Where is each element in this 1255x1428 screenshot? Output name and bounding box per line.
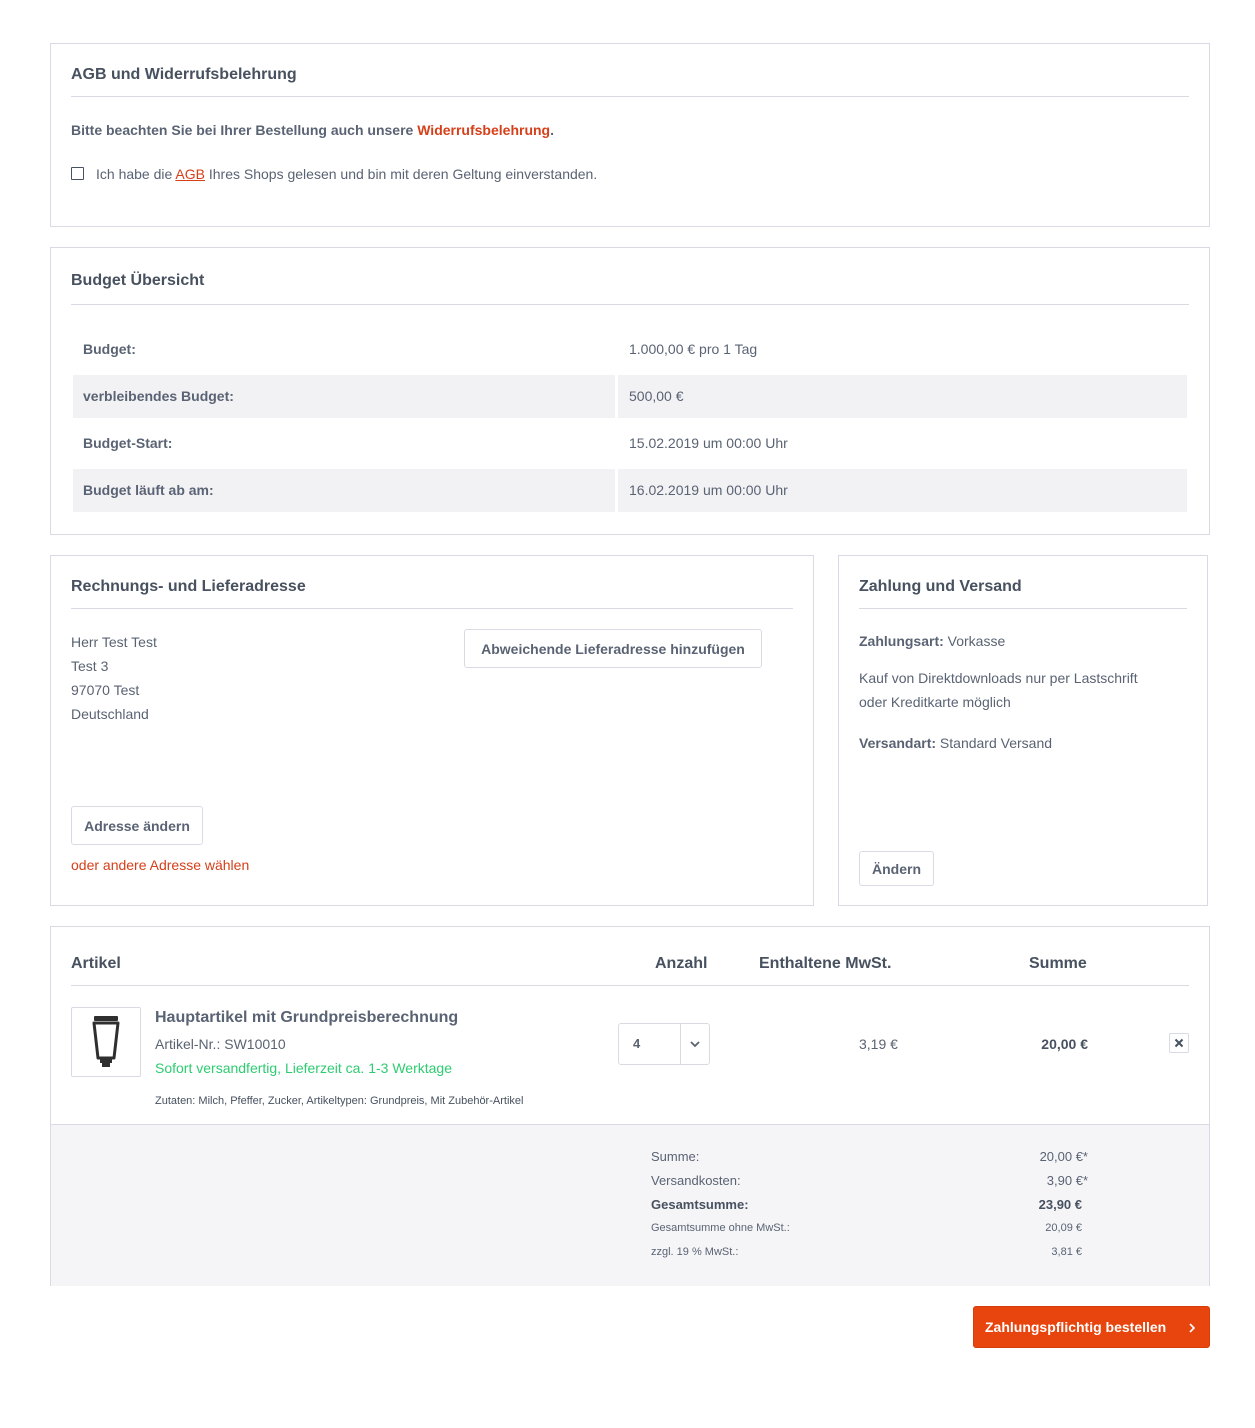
budget-row <box>73 328 1187 371</box>
agb-checkbox-label <box>96 166 597 182</box>
shipping-cost-value: 3,90 €* <box>1046 1173 1088 1188</box>
product-sku: Artikel-Nr.: SW10010 <box>155 1036 286 1052</box>
notice-suffix: . <box>550 122 554 138</box>
subtotal-value: 20,00 €* <box>1039 1149 1088 1164</box>
product-attributes: Zutaten: Milch, Pfeffer, Zucker, Artikeltypen: Grundpreis, Mit Zubehör-Artikel <box>155 1095 524 1107</box>
grand-total-value: 23,90 € <box>1038 1197 1082 1212</box>
agb-title: AGB und Widerrufsbelehrung <box>71 44 1189 97</box>
vat-label: zzgl. 19 % MwSt.: <box>651 1246 739 1258</box>
header-tax: Enthaltene MwSt. <box>759 955 892 972</box>
item-total: 20,00 € <box>1041 1036 1088 1052</box>
chevron-down-icon <box>689 1039 701 1049</box>
payment-panel <box>838 555 1208 906</box>
budget-value: 500,00 € <box>618 375 1187 418</box>
header-quantity: Anzahl <box>655 955 708 972</box>
budget-value: 1.000,00 € pro 1 Tag <box>629 341 758 357</box>
shipping-method-value: Standard Versand <box>936 735 1053 751</box>
remove-item-button[interactable] <box>1169 1033 1189 1053</box>
address-line: Herr Test Test <box>71 634 157 650</box>
shipping-method-label: Versandart: <box>859 735 937 751</box>
cart-panel <box>50 926 1210 1286</box>
budget-row <box>73 375 1187 418</box>
product-name-link[interactable]: Hauptartikel mit Grundpreisberechnung <box>155 1009 459 1026</box>
agb-checkbox[interactable] <box>71 167 84 180</box>
other-address-link[interactable]: oder andere Adresse wählen <box>71 857 250 873</box>
cart-header <box>71 927 1189 986</box>
agb-panel <box>50 43 1210 227</box>
item-tax: 3,19 € <box>859 1036 898 1052</box>
payment-method <box>859 633 1005 649</box>
tube-icon <box>72 1008 140 1076</box>
cart-summary <box>51 1124 1209 1286</box>
net-total-value: 20,09 € <box>1045 1222 1082 1234</box>
budget-panel <box>50 247 1210 535</box>
shipping-cost-label: Versandkosten: <box>651 1173 741 1188</box>
add-shipping-address-button[interactable]: Abweichende Lieferadresse hinzufügen <box>464 629 762 668</box>
download-note-line: Kauf von Direktdownloads nur per Lastschrift <box>859 670 1138 686</box>
agb-link[interactable]: AGB <box>175 166 205 182</box>
quantity-divider <box>680 1024 681 1064</box>
net-total-label: Gesamtsumme ohne MwSt.: <box>651 1222 790 1234</box>
budget-row <box>73 469 1187 512</box>
change-payment-button[interactable]: Ändern <box>859 851 934 886</box>
vat-value: 3,81 € <box>1051 1246 1082 1258</box>
shipping-method <box>859 735 1052 751</box>
address-line: Test 3 <box>71 658 109 674</box>
budget-row <box>73 422 1187 465</box>
budget-label: Budget: <box>83 341 136 357</box>
address-title: Rechnungs- und Lieferadresse <box>71 556 793 609</box>
budget-label: verbleibendes Budget: <box>73 375 615 418</box>
place-order-label: Zahlungspflichtig bestellen <box>985 1319 1167 1335</box>
address-line: Deutschland <box>71 706 149 722</box>
grand-total-label: Gesamtsumme: <box>651 1197 749 1212</box>
withdrawal-link[interactable]: Widerrufsbelehrung <box>417 122 551 138</box>
address-panel <box>50 555 814 906</box>
close-icon <box>1170 1034 1188 1052</box>
budget-title: Budget Übersicht <box>71 248 1189 305</box>
notice-text: Bitte beachten Sie bei Ihrer Bestellung auch unsere <box>71 122 418 138</box>
budget-label: Budget-Start: <box>83 435 173 451</box>
delivery-info: Sofort versandfertig, Lieferzeit ca. 1-3 Werktage <box>155 1060 452 1076</box>
agb-label-prefix: Ich habe die <box>96 166 176 182</box>
place-order-button[interactable] <box>973 1306 1210 1348</box>
header-total: Summe <box>1029 955 1087 972</box>
agb-label-suffix: Ihres Shops gelesen und bin mit deren Geltung einverstanden. <box>204 166 598 182</box>
payment-method-label: Zahlungsart: <box>859 633 944 649</box>
header-article: Artikel <box>71 955 121 972</box>
withdrawal-notice <box>71 122 554 138</box>
payment-method-value: Vorkasse <box>943 633 1006 649</box>
download-note-line: oder Kreditkarte möglich <box>859 694 1011 710</box>
address-line: 97070 Test <box>71 682 140 698</box>
subtotal-label: Summe: <box>651 1149 700 1164</box>
payment-title: Zahlung und Versand <box>859 556 1187 609</box>
change-address-button[interactable]: Adresse ändern <box>71 806 203 845</box>
budget-value: 15.02.2019 um 00:00 Uhr <box>629 435 788 451</box>
product-thumbnail[interactable] <box>71 1007 141 1077</box>
chevron-right-icon <box>1187 1322 1197 1334</box>
budget-label: Budget läuft ab am: <box>73 469 615 512</box>
download-note <box>859 666 1138 714</box>
quantity-select[interactable] <box>618 1023 710 1065</box>
budget-value: 16.02.2019 um 00:00 Uhr <box>618 469 1187 512</box>
quantity-value: 4 <box>633 1036 641 1051</box>
address-block <box>71 630 157 726</box>
